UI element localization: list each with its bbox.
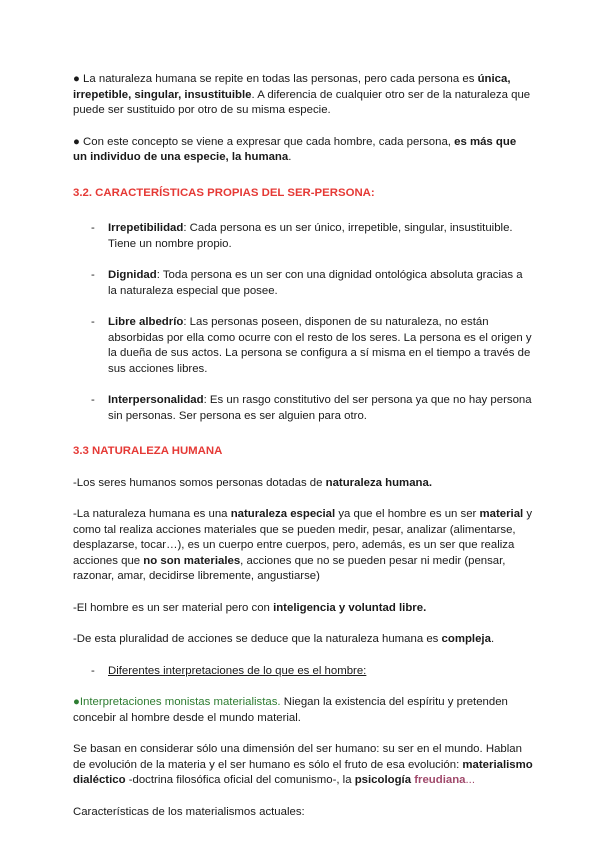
paragraph-materialism: Se basan en considerar sólo una dimensión del ser humano: su ser en el mundo. Hablan de evolución de la materia y el ser humano es sólo el fruto de esa evolución: materialismo dialéctico -doctrina filosófica oficial del comunismo-, la psicología freudiana... (73, 743, 533, 786)
section-heading-3-2: 3.2. CARACTERÍSTICAS PROPIAS DEL SER-PERSONA: (73, 186, 375, 199)
paragraph-human-nature: -Los seres humanos somos personas dotadas de naturaleza humana. (73, 476, 432, 489)
list-item: - Diferentes interpretaciones de lo que es el hombre: (91, 664, 367, 677)
list-item: - Dignidad: Toda persona es un ser con una dignidad ontológica absoluta gracias a la naturaleza especial que posee. (91, 269, 523, 297)
list-item: - Libre albedrío: Las personas poseen, disponen de su naturaleza, no están absorbidas por ella como ocurre con el resto de los seres. La persona es el origen y la dueña de sus actos. La persona se configura a sí misma en el tiempo a través de sus acciones libres. (91, 316, 532, 375)
bullet: ● (73, 73, 80, 85)
paragraph-current-materialisms: Características de los materialismos actuales: (73, 805, 305, 818)
list-item: - Irrepetibilidad: Cada persona es un ser único, irrepetible, singular, insustituible. Tiene un nombre propio. (91, 222, 513, 250)
bullet: ● (73, 135, 80, 148)
paragraph-complex: -De esta pluralidad de acciones se deduce que la naturaleza humana es compleja. (73, 633, 495, 645)
paragraph-special-nature: -La naturaleza humana es una naturaleza especial ya que el hombre es un ser material y como tal realiza acciones materiales que se pueden medir, pesar, analizar (alimentarse, desplazarse, tocar…), es un cuerpo entre cuerpos, pero, además, es un ser que realiza acciones que no son materiales, acciones que no se pueden pesar ni medir (pensar, razonar, amar, decidirse libremente, angustiarse) (73, 508, 533, 582)
document-page (73, 72, 533, 820)
section-heading-3-3: 3.3 NATURALEZA HUMANA (73, 445, 223, 457)
interpretations-list (73, 664, 533, 680)
paragraph-material-being: -El hombre es un ser material pero con inteligencia y voluntad libre. (73, 601, 427, 614)
paragraph-concept: ● Con este concepto se viene a expresar que cada hombre, cada persona, es más que un individuo de una especie, la humana. (73, 135, 517, 163)
list-item: - Interpersonalidad: Es un rasgo constitutivo del ser persona ya que no hay persona sin personas. Ser persona es ser alguien para otro. (91, 394, 532, 422)
paragraph-monist: ●Interpretaciones monistas materialistas. Niegan la existencia del espíritu y pretenden concebir al hombre desde el mundo material. (73, 696, 508, 724)
paragraph-uniqueness: ● La naturaleza humana se repite en todas las personas, pero cada persona es única, irrepetible, singular, insustituible. A diferencia de cualquier otro ser de la naturaleza que puede ser sustituido por otro de su misma especie. (73, 73, 531, 116)
characteristics-list (73, 221, 533, 424)
